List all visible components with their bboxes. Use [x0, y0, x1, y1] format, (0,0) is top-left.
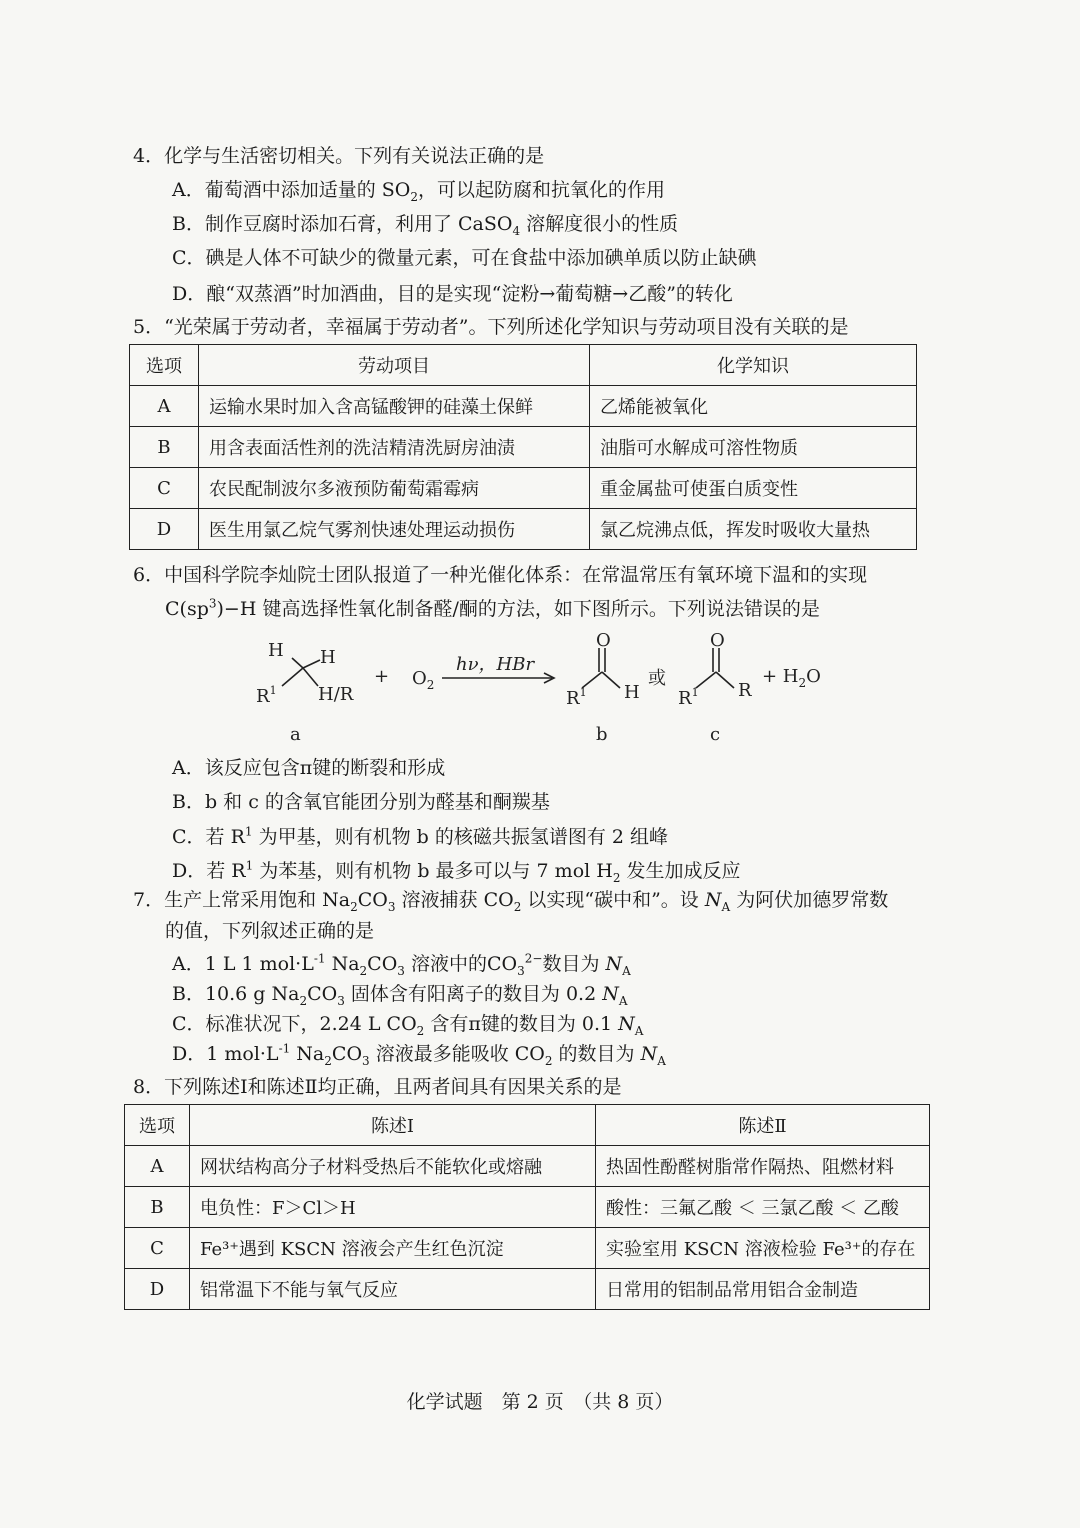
scheme-label-c: c: [710, 724, 721, 745]
scheme-water: + $H_2O$: [762, 666, 821, 690]
table-cell: 乙烯能被氧化: [590, 386, 917, 427]
table-cell: 用含表面活性剂的洗洁精清洗厨房油渍: [199, 427, 590, 468]
table-cell: 铝常温下不能与氧气反应: [190, 1269, 596, 1310]
table-cell: Fe³⁺遇到 KSCN 溶液会产生红色沉淀: [190, 1228, 596, 1269]
table-row: [125, 1269, 930, 1310]
q8-table: [124, 1104, 930, 1310]
scheme-condition: hν，HBr: [456, 654, 535, 675]
table-cell: 实验室用 KSCN 溶液检验 Fe³⁺的存在: [596, 1228, 930, 1269]
q6-option-a: A．该反应包含π键的断裂和形成: [172, 757, 446, 779]
q5-stem: 5．“光荣属于劳动者，幸福属于劳动者”。下列所述化学知识与劳动项目没有关联的是: [133, 316, 849, 338]
q4-stem: 4．化学与生活密切相关。下列有关说法正确的是: [133, 145, 545, 167]
q4-option-a: A．葡萄酒中添加适量的 $SO_2$，可以起防腐和抗氧化的作用: [172, 179, 666, 204]
table-cell: 氯乙烷沸点低，挥发时吸收大量热: [590, 509, 917, 550]
q6-stem-line1: 6．中国科学院李灿院士团队报道了一种光催化体系：在常温常压有氧环境下温和的实现: [133, 564, 868, 586]
table-row: [125, 1228, 930, 1269]
scheme-atom-r1: $R^1$: [566, 686, 587, 709]
q5-table: [129, 344, 917, 550]
table-cell: A: [125, 1146, 190, 1187]
q7-option-c: C．标准状况下，2.24 L $CO_2$ 含有π键的数目为 0.1 $N_A$: [172, 1013, 644, 1038]
q4-option-d: D．酿“双蒸酒”时加酒曲，目的是实现“淀粉→葡萄糖→乙酸”的转化: [172, 283, 733, 305]
table-row: [130, 386, 917, 427]
scheme-atom-r: R: [738, 680, 752, 701]
scheme-atom-h: H: [320, 647, 336, 668]
table-header-cell: 劳动项目: [199, 345, 590, 386]
table-header-cell: 陈述Ⅱ: [596, 1105, 930, 1146]
table-row: [130, 468, 917, 509]
table-cell: 日常用的铝制品常用铝合金制造: [596, 1269, 930, 1310]
table-row: [125, 1146, 930, 1187]
scheme-atom-h: H: [624, 682, 640, 703]
scheme-plus: +: [374, 666, 390, 687]
q7-option-a: A．1 L 1 $mol\cdot L^{-1}$ $Na_2CO_3$ 溶液中的$CO_3^{2-}$数目为 $N_A$: [172, 951, 631, 978]
table-row: [130, 509, 917, 550]
table-cell: 运输水果时加入含高锰酸钾的硅藻土保鲜: [199, 386, 590, 427]
table-cell: B: [125, 1187, 190, 1228]
table-row: [130, 427, 917, 468]
scheme-atom-hr: H/R: [318, 684, 354, 705]
scheme-atom-o: O: [596, 630, 611, 651]
scheme-atom-o: O: [710, 630, 725, 651]
q7-stem-line2: 的值，下列叙述正确的是: [165, 920, 375, 942]
table-header-cell: 选项: [125, 1105, 190, 1146]
q7-option-d: D．1 $mol\cdot L^{-1}$ $Na_2CO_3$ 溶液最多能吸收 $CO_2$ 的数目为 $N_A$: [172, 1041, 666, 1068]
scheme-atom-h: H: [268, 640, 284, 661]
table-header-row: [130, 345, 917, 386]
q8-stem: 8．下列陈述Ⅰ和陈述Ⅱ均正确，且两者间具有因果关系的是: [133, 1076, 622, 1098]
scheme-label-a: a: [290, 724, 301, 745]
reaction-scheme: [220, 628, 860, 753]
table-cell: C: [130, 468, 199, 509]
table-cell: 油脂可水解成可溶性物质: [590, 427, 917, 468]
page-footer: 化学试题 第 2 页 （共 8 页）: [406, 1391, 674, 1413]
q6-option-d: D．若 $R^1$ 为苯基，则有机物 b 最多可以与 7 mol $H_2$ 发生加成反应: [172, 858, 741, 885]
table-cell: 农民配制波尔多液预防葡萄霜霉病: [199, 468, 590, 509]
q4-option-b: B．制作豆腐时添加石膏，利用了 CaSO$_4$ 溶解度很小的性质: [172, 213, 679, 238]
table-cell: 网状结构高分子材料受热后不能软化或熔融: [190, 1146, 596, 1187]
q7-option-b: B．10.6 g $Na_2CO_3$ 固体含有阳离子的数目为 0.2 $N_A$: [172, 983, 628, 1008]
table-row: [125, 1187, 930, 1228]
table-cell: 酸性：三氟乙酸 ＜ 三氯乙酸 ＜ 乙酸: [596, 1187, 930, 1228]
table-cell: B: [130, 427, 199, 468]
scheme-atom-r1: $R^1$: [678, 686, 699, 709]
q7-stem-line1: 7．生产上常采用饱和 $Na_2CO_3$ 溶液捕获 $CO_2$ 以实现“碳中和”。设 $N_A$ 为阿伏加德罗常数: [133, 889, 889, 914]
scheme-atom-r1: $R^1$: [256, 684, 277, 707]
scheme-oxygen: $O_2$: [412, 668, 435, 692]
scheme-label-b: b: [596, 724, 608, 745]
table-header-cell: 陈述Ⅰ: [190, 1105, 596, 1146]
q4-option-c: C．碘是人体不可缺少的微量元素，可在食盐中添加碘单质以防止缺碘: [172, 247, 757, 269]
q6-option-b: B．b 和 c 的含氧官能团分别为醛基和酮羰基: [172, 791, 550, 813]
table-cell: 电负性：F＞Cl＞H: [190, 1187, 596, 1228]
table-cell: 热固性酚醛树脂常作隔热、阻燃材料: [596, 1146, 930, 1187]
table-cell: D: [125, 1269, 190, 1310]
table-cell: 医生用氯乙烷气雾剂快速处理运动损伤: [199, 509, 590, 550]
table-header-row: [125, 1105, 930, 1146]
table-header-cell: 化学知识: [590, 345, 917, 386]
table-cell: C: [125, 1228, 190, 1269]
table-cell: A: [130, 386, 199, 427]
table-cell: 重金属盐可使蛋白质变性: [590, 468, 917, 509]
table-header-cell: 选项: [130, 345, 199, 386]
q6-option-c: C．若 $R^1$ 为甲基，则有机物 b 的核磁共振氢谱图有 2 组峰: [172, 824, 668, 848]
scheme-or: 或: [648, 668, 666, 689]
table-cell: D: [130, 509, 199, 550]
q6-stem-line2: $C(sp^3)-H$ 键高选择性氧化制备醛/酮的方法，如下图所示。下列说法错误的是: [165, 596, 820, 620]
